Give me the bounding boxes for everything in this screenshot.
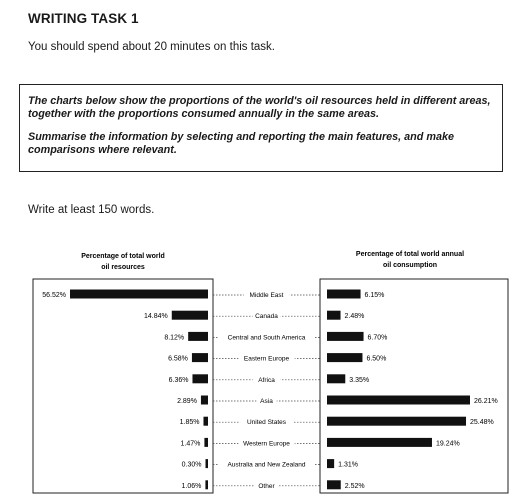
resources-value-label: 6.58%	[168, 355, 188, 363]
resources-value-label: 6.36%	[168, 376, 189, 384]
consumption-bar	[327, 353, 362, 362]
consumption-value-label: 3.35%	[349, 376, 370, 384]
resources-bar	[188, 332, 208, 341]
region-label: Asia	[260, 398, 273, 405]
consumption-value-label: 6.70%	[367, 334, 388, 342]
consumption-value-label: 2.48%	[344, 313, 365, 321]
word-count-instruction: Write at least 150 words.	[28, 204, 155, 216]
page-heading: WRITING TASK 1	[28, 11, 139, 26]
time-instruction: You should spend about 20 minutes on this task.	[28, 41, 275, 53]
region-label: Central and South America	[227, 334, 306, 342]
region-label: United States	[246, 419, 287, 427]
task-prompt-text: The charts below show the proportions of the world's oil resources held in different areas, together with the proportions consumed annually in the same areas.	[28, 95, 491, 120]
resources-bar	[205, 480, 208, 489]
resources-bar	[192, 353, 208, 362]
right-chart-title: oil consumption	[382, 262, 438, 269]
consumption-bar	[327, 290, 361, 299]
consumption-value-label: 6.15%	[364, 292, 385, 299]
oil-chart-svg	[0, 240, 524, 496]
resources-bar	[204, 438, 208, 447]
consumption-bar	[327, 311, 341, 320]
resources-value-label: 56.52%	[42, 292, 66, 299]
left-chart-title: oil resources	[101, 264, 145, 271]
region-label: Canada	[255, 313, 278, 321]
consumption-value-label: 1.31%	[338, 461, 359, 469]
task-directive-text: Summarise the information by selecting and reporting the main features, and make comparisons where relevant.	[28, 131, 454, 156]
resources-value-label: 1.47%	[180, 440, 201, 448]
resources-bar	[206, 459, 209, 468]
resources-value-label: 2.89%	[177, 398, 197, 405]
resources-bar	[172, 311, 208, 320]
region-label: Africa	[258, 376, 275, 384]
resources-value-label: 14.84%	[144, 313, 168, 321]
region-label: Eastern Europe	[243, 355, 290, 363]
consumption-bar	[327, 480, 341, 489]
region-label: Other	[258, 482, 275, 490]
region-label: Middle East	[249, 292, 284, 299]
resources-bar	[201, 396, 208, 405]
resources-bar	[70, 290, 208, 299]
resources-bar	[203, 417, 208, 426]
consumption-value-label: 2.52%	[344, 482, 365, 490]
right-chart-title: Percentage of total world annual	[355, 251, 465, 258]
consumption-value-label: 25.48%	[470, 419, 494, 427]
region-label: Western Europe	[243, 440, 290, 448]
consumption-bar	[327, 396, 470, 405]
resources-value-label: 1.85%	[179, 419, 200, 427]
consumption-bar	[327, 417, 466, 426]
resources-value-label: 1.06%	[181, 482, 202, 490]
left-chart-title: Percentage of total world	[81, 253, 165, 260]
consumption-value-label: 26.21%	[474, 398, 498, 405]
resources-bar	[192, 374, 208, 383]
consumption-bar	[327, 438, 432, 447]
resources-value-label: 8.12%	[164, 334, 185, 342]
consumption-bar	[327, 459, 334, 468]
region-label: Australia and New Zealand	[227, 461, 306, 469]
oil-charts	[0, 240, 524, 496]
resources-value-label: 0.30%	[181, 461, 202, 469]
consumption-value-label: 19.24%	[435, 440, 460, 448]
consumption-bar	[327, 374, 345, 383]
task-prompt-box	[19, 84, 503, 172]
consumption-value-label: 6.50%	[366, 355, 387, 363]
consumption-bar	[327, 332, 364, 341]
